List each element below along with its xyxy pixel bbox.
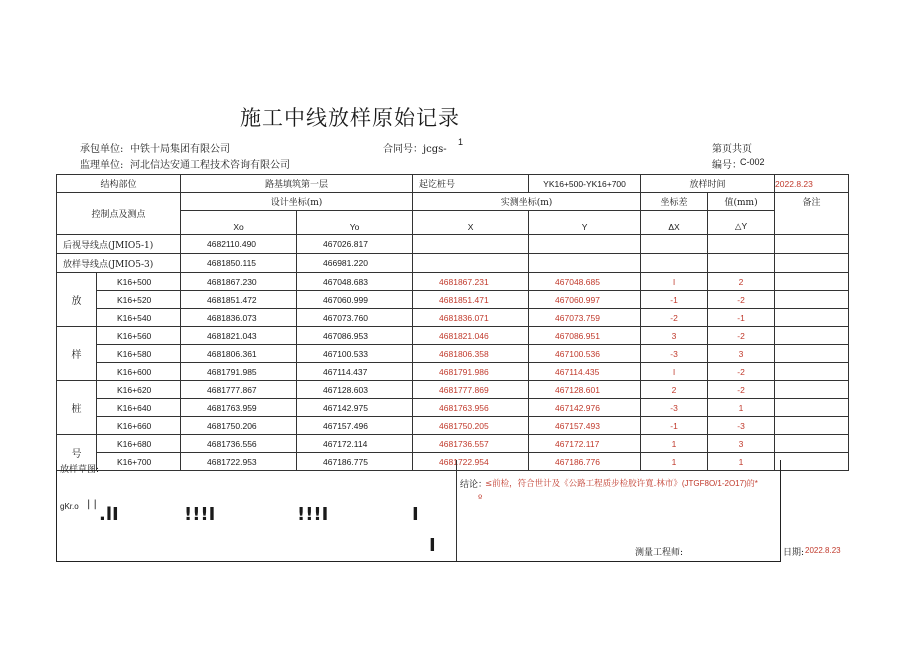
sketch-mark-6: I bbox=[429, 535, 436, 556]
page-title: 施工中线放样原始记录 bbox=[240, 106, 460, 130]
table-row bbox=[57, 363, 849, 381]
measured-x-cell: 4681806.358 bbox=[413, 345, 529, 363]
col-yo: Yo bbox=[297, 211, 413, 235]
diff-y-cell: 3 bbox=[708, 435, 775, 453]
remarks-cell bbox=[775, 453, 849, 471]
measured-y-cell: 467086.951 bbox=[529, 327, 641, 345]
design-label: 设计坐标(m) bbox=[181, 193, 413, 211]
setout-yo: 466981.220 bbox=[297, 254, 413, 273]
sketch-mark-2: .lI bbox=[99, 504, 119, 525]
contractor-label: 承包单位: bbox=[80, 144, 124, 155]
measured-y-cell: 467048.685 bbox=[529, 273, 641, 291]
diff-x-cell: 3 bbox=[641, 327, 708, 345]
number-value: C-002 bbox=[740, 157, 765, 167]
backsight-label: 后视导线点(JMIO5-1) bbox=[57, 235, 181, 254]
diff-x-cell: -2 bbox=[641, 309, 708, 327]
diff-y-cell: 1 bbox=[708, 453, 775, 471]
measured-x-cell: 4681750.205 bbox=[413, 417, 529, 435]
table-row bbox=[57, 309, 849, 327]
table-row bbox=[57, 435, 849, 453]
diff-y-cell: 2 bbox=[708, 273, 775, 291]
measured-y-cell: 467157.493 bbox=[529, 417, 641, 435]
group-char: 号 bbox=[57, 435, 97, 471]
measured-x-cell: 4681763.956 bbox=[413, 399, 529, 417]
design-y-cell: 467128.603 bbox=[297, 381, 413, 399]
station-cell: K16+500 bbox=[97, 273, 181, 291]
station-label: 起讫桩号 bbox=[413, 175, 529, 193]
design-x-cell: 4681791.985 bbox=[181, 363, 297, 381]
col-dy: △Y bbox=[708, 211, 775, 235]
conclusion-text: ≤前检，符合世计及《公路工程质步检胶许寬.林市》(JTGF8O/1-2O17)的* bbox=[485, 479, 758, 489]
design-x-cell: 4681763.959 bbox=[181, 399, 297, 417]
design-x-cell: 4681836.073 bbox=[181, 309, 297, 327]
measured-x-cell: 4681777.869 bbox=[413, 381, 529, 399]
measured-y-cell: 467073.759 bbox=[529, 309, 641, 327]
measured-x-cell: 4681736.557 bbox=[413, 435, 529, 453]
structure-label: 结构部位 bbox=[57, 175, 181, 193]
design-y-cell: 467142.975 bbox=[297, 399, 413, 417]
group-char: 放 bbox=[57, 273, 97, 327]
design-y-cell: 467100.533 bbox=[297, 345, 413, 363]
sketch-mark-5: I bbox=[412, 504, 419, 525]
footer-date-label: 日期: bbox=[783, 548, 805, 558]
sketch-mark-1: | | bbox=[87, 499, 97, 510]
station-cell: K16+560 bbox=[97, 327, 181, 345]
measured-y-cell: 467100.536 bbox=[529, 345, 641, 363]
measured-y-cell: 467060.997 bbox=[529, 291, 641, 309]
diff-y-cell: -2 bbox=[708, 363, 775, 381]
diff-y-cell: -2 bbox=[708, 327, 775, 345]
setout-label: 放样导线点(JMIO5-3) bbox=[57, 254, 181, 273]
station-cell: K16+620 bbox=[97, 381, 181, 399]
design-y-cell: 467086.953 bbox=[297, 327, 413, 345]
measured-x-cell: 4681851.471 bbox=[413, 291, 529, 309]
design-x-cell: 4681750.206 bbox=[181, 417, 297, 435]
design-y-cell: 467073.760 bbox=[297, 309, 413, 327]
diff-x-cell: 2 bbox=[641, 381, 708, 399]
remarks-cell bbox=[775, 363, 849, 381]
measured-y-cell: 467172.117 bbox=[529, 435, 641, 453]
contract-label: 合同号：jcgs- bbox=[383, 144, 447, 155]
diff-y-cell: -1 bbox=[708, 309, 775, 327]
page-count-label: 第页共页 bbox=[712, 144, 752, 155]
station-cell: K16+520 bbox=[97, 291, 181, 309]
station-cell: K16+680 bbox=[97, 435, 181, 453]
design-y-cell: 467186.775 bbox=[297, 453, 413, 471]
remarks-cell bbox=[775, 291, 849, 309]
structure-value: 路基填筑第一层 bbox=[181, 175, 413, 193]
table-row bbox=[57, 291, 849, 309]
group-char: 桩 bbox=[57, 381, 97, 435]
table-row bbox=[57, 399, 849, 417]
supervisor-label: 监理单位: bbox=[80, 160, 124, 171]
diff-x-cell: -1 bbox=[641, 291, 708, 309]
measured-y-cell: 467128.601 bbox=[529, 381, 641, 399]
sketch-mark-4: !!!I bbox=[297, 504, 329, 525]
design-x-cell: 4681736.556 bbox=[181, 435, 297, 453]
measured-x-cell: 4681836.071 bbox=[413, 309, 529, 327]
design-x-cell: 4681867.230 bbox=[181, 273, 297, 291]
remarks-cell bbox=[775, 327, 849, 345]
measured-y-cell: 467114.435 bbox=[529, 363, 641, 381]
contract-value: 1 bbox=[458, 137, 464, 147]
diff-x-cell: -3 bbox=[641, 345, 708, 363]
diff-y-cell: -3 bbox=[708, 417, 775, 435]
setout-xo: 4681850.115 bbox=[181, 254, 297, 273]
design-x-cell: 4681722.953 bbox=[181, 453, 297, 471]
table-row bbox=[57, 345, 849, 363]
remarks-cell bbox=[775, 417, 849, 435]
remarks-cell bbox=[775, 435, 849, 453]
diff-y-cell: 1 bbox=[708, 399, 775, 417]
table-row bbox=[57, 381, 849, 399]
table-row bbox=[57, 417, 849, 435]
measured-x-cell: 4681867.231 bbox=[413, 273, 529, 291]
survey-table bbox=[56, 174, 849, 471]
station-cell: K16+700 bbox=[97, 453, 181, 471]
remarks-cell bbox=[775, 273, 849, 291]
diff-y-cell: -2 bbox=[708, 291, 775, 309]
remarks-cell bbox=[775, 381, 849, 399]
design-x-cell: 4681821.043 bbox=[181, 327, 297, 345]
diff-x-cell: l bbox=[641, 363, 708, 381]
number-label: 编号： bbox=[712, 160, 742, 171]
diff-y-cell: -2 bbox=[708, 381, 775, 399]
design-x-cell: 4681851.472 bbox=[181, 291, 297, 309]
station-value: YK16+500-YK16+700 bbox=[529, 175, 641, 193]
col-x: X bbox=[413, 211, 529, 235]
group-char: 样 bbox=[57, 327, 97, 381]
table-row bbox=[57, 273, 849, 291]
diff-x-cell: l bbox=[641, 273, 708, 291]
design-y-cell: 467172.114 bbox=[297, 435, 413, 453]
col-dx: ΔX bbox=[641, 211, 708, 235]
diff-x-cell: 1 bbox=[641, 453, 708, 471]
measured-label: 实测坐标(m) bbox=[413, 193, 641, 211]
conclusion-mark: º bbox=[478, 494, 483, 504]
measured-x-cell: 4681722.954 bbox=[413, 453, 529, 471]
sketch-label: 放样草图: bbox=[60, 465, 100, 475]
supervisor-value: 河北信达安通工程技术咨询有限公司 bbox=[130, 160, 290, 171]
diff-x-cell: -1 bbox=[641, 417, 708, 435]
conclusion-label: 结论： bbox=[460, 480, 488, 490]
design-y-cell: 467157.496 bbox=[297, 417, 413, 435]
date-value: 2022.8.23 bbox=[775, 175, 849, 193]
measured-x-cell: 4681821.046 bbox=[413, 327, 529, 345]
measured-x-cell: 4681791.986 bbox=[413, 363, 529, 381]
station-cell: K16+640 bbox=[97, 399, 181, 417]
remarks-cell bbox=[775, 399, 849, 417]
station-cell: K16+540 bbox=[97, 309, 181, 327]
station-cell: K16+660 bbox=[97, 417, 181, 435]
design-y-cell: 467060.999 bbox=[297, 291, 413, 309]
date-label: 放样时间 bbox=[641, 175, 775, 193]
diff-x-cell: 1 bbox=[641, 435, 708, 453]
table-row bbox=[57, 327, 849, 345]
remarks-cell bbox=[775, 309, 849, 327]
col-y: Y bbox=[529, 211, 641, 235]
backsight-xo: 4682110.490 bbox=[181, 235, 297, 254]
design-y-cell: 467114.437 bbox=[297, 363, 413, 381]
design-x-cell: 4681806.361 bbox=[181, 345, 297, 363]
backsight-yo: 467026.817 bbox=[297, 235, 413, 254]
diff-x-cell: -3 bbox=[641, 399, 708, 417]
design-x-cell: 4681777.867 bbox=[181, 381, 297, 399]
design-y-cell: 467048.683 bbox=[297, 273, 413, 291]
control-label: 控制点及测点 bbox=[57, 193, 181, 235]
station-cell: K16+580 bbox=[97, 345, 181, 363]
measured-y-cell: 467142.976 bbox=[529, 399, 641, 417]
sketch-code: gKr.o bbox=[60, 502, 79, 511]
diff-unit: 值(mm) bbox=[708, 193, 775, 211]
remarks-cell bbox=[775, 345, 849, 363]
sketch-conclusion-box bbox=[56, 460, 841, 562]
contractor-value: 中铁十局集团有限公司 bbox=[130, 144, 230, 155]
engineer-label: 测量工程师: bbox=[635, 548, 684, 558]
footer-date-value: 2022.8.23 bbox=[805, 546, 841, 555]
measured-y-cell: 467186.776 bbox=[529, 453, 641, 471]
station-cell: K16+600 bbox=[97, 363, 181, 381]
diff-y-cell: 3 bbox=[708, 345, 775, 363]
diff-label: 坐标差 bbox=[641, 193, 708, 211]
sketch-mark-3: !!!I bbox=[184, 504, 216, 525]
col-xo: Xo bbox=[181, 211, 297, 235]
remarks-label: 备注 bbox=[775, 193, 849, 235]
